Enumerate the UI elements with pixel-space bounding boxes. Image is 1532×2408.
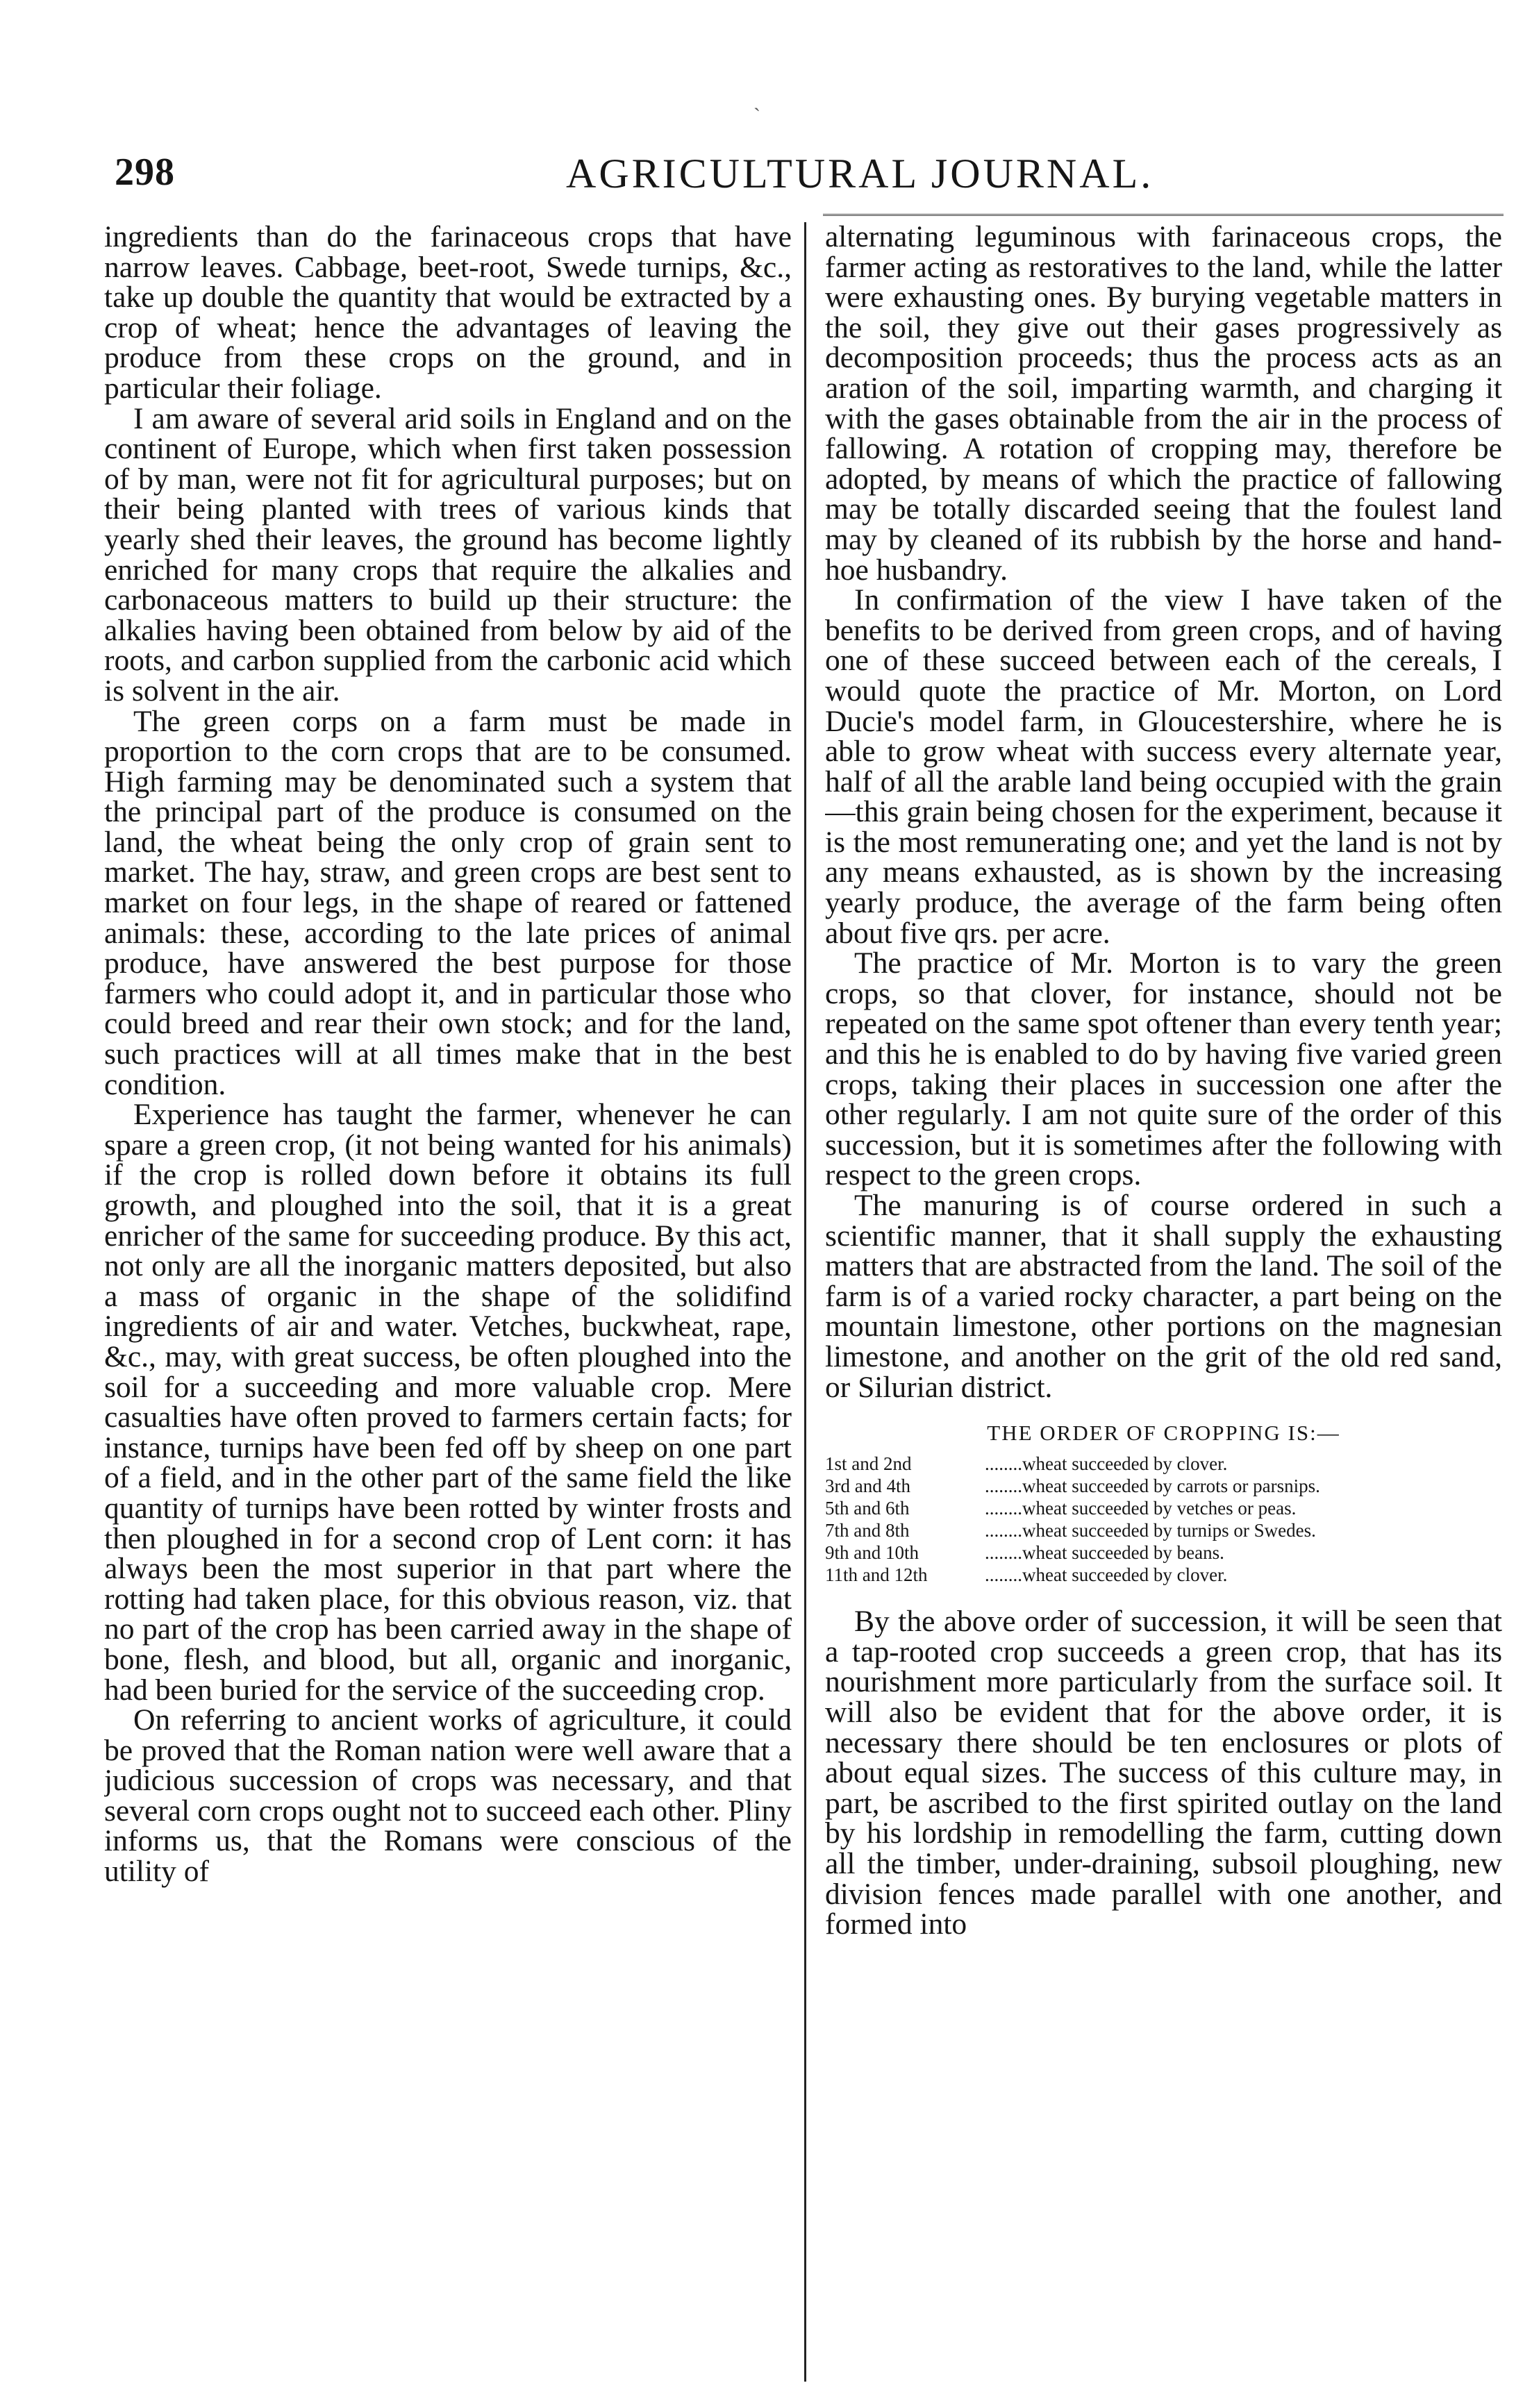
- column-divider: [804, 222, 806, 2382]
- paragraph: Experience has taught the farmer, whenever he can spare a green crop, (it not being wanted for his animals) if the crop is rolled down before it obtains its full growth, and ploughed into the soil, that it is a great enricher of the same for succeeding produce. By this act, not only are all the inorganic matters deposited, but also a mass of organic in the shape of the solidifind ingredients of air and water. Vetches, buckwheat, rape, &c., may, with great success, be often ploughed into the soil for a succeeding and more valuable crop. Mere casualties have often proved to farmers certain facts; for instance, turnips have been fed off by sheep on one part of a field, and in the other part of the same field the like quantity of turnips have been rotted by winter frosts and then ploughed in for a second crop of Lent corn: it has always been the most superior in that part where the rotting had taken place, for this obvious reason, viz. that no part of the crop has been carried away in the shape of bone, flesh, and blood, but all, organic and inorganic, had been buried for the service of the succeeding crop.: [104, 1098, 792, 1707]
- rotation-years: 1st and 2nd: [825, 1453, 912, 1475]
- rotation-leader: ........: [985, 1564, 1022, 1586]
- rotation-row: [825, 1453, 1502, 1475]
- rotation-row: [825, 1519, 1502, 1541]
- rotation-row: [825, 1497, 1502, 1519]
- page-header: [94, 146, 1476, 208]
- stray-mark: `: [753, 104, 760, 127]
- rotation-years: 5th and 6th: [825, 1498, 910, 1519]
- left-column: [104, 222, 792, 2389]
- paragraph: The manuring is of course ordered in such a scientific manner, that it shall supply the exhausting matters that are abstracted from the land. The soil of the farm is of a varied rocky character, a part being on the mountain limestone, other portions on the magnesian limestone, and another on the grit of the old red sand, or Silurian district.: [825, 1189, 1502, 1404]
- rotation-leader: ........: [985, 1453, 1022, 1475]
- rotation-table-title: THE ORDER OF CROPPING IS:—: [987, 1421, 1340, 1446]
- rotation-table: [825, 1453, 1502, 1586]
- rotation-row: [825, 1475, 1502, 1497]
- rotation-crop: wheat succeeded by carrots or parsnips.: [1022, 1475, 1320, 1497]
- page-number: 298: [115, 151, 175, 194]
- rotation-crop: wheat succeeded by clover.: [1022, 1564, 1228, 1586]
- rotation-leader: ........: [985, 1475, 1022, 1497]
- rotation-leader: ........: [985, 1542, 1022, 1564]
- rotation-leader: ........: [985, 1498, 1022, 1519]
- paragraph: alternating leguminous with farinaceous crops, the farmer acting as restoratives to the land, while the latter were exhausting ones. By burying vegetable matters in the soil, they give out their gases progressively as decomposition proceeds; thus the process acts as an aration of the soil, imparting warmth, and charging it with the gases obtainable from the air in the process of fallowing. A rotation of cropping may, therefore be adopted, by means of which the practice of fallowing may be totally discarded seeing that the foulest land may by cleaned of its rubbish by the horse and hand-hoe husbandry.: [825, 222, 1502, 587]
- rotation-crop: wheat succeeded by beans.: [1022, 1542, 1224, 1564]
- header-rule: [823, 214, 1504, 216]
- paragraph: The practice of Mr. Morton is to vary the green crops, so that clover, for instance, should not be repeated on the same spot oftener than every tenth year; and this he is enabled to do by having five varied green crops, taking their places in succession one after the other regularly. I am not quite sure of the order of this succession, but it is sometimes after the following with respect to the green crops.: [825, 946, 1502, 1192]
- paragraph: On referring to ancient works of agriculture, it could be proved that the Roman nation were well aware that a judicious succession of crops was necessary, and that several corn crops ought not to succeed each other. Pliny informs us, that the Romans were conscious of the utility of: [104, 1703, 792, 1889]
- rotation-crop: wheat succeeded by turnips or Swedes.: [1022, 1520, 1316, 1541]
- paragraph: In confirmation of the view I have taken of the benefits to be derived from green crops, and of having one of these succeed between each of the cereals, I would quote the practice of Mr. Morton, on Lord Ducie's model farm, in Gloucestershire, where he is able to grow wheat with success every alternate year, half of all the arable land being occupied with the grain—this grain being chosen for the experiment, because it is the most remunerating one; and yet the land is not by any means exhausted, as is shown by the increasing yearly produce, the average of the farm being often about five qrs. per acre.: [825, 583, 1502, 950]
- paragraph: The green corps on a farm must be made in proportion to the corn crops that are to be consumed. High farming may be denominated such a system that the principal part of the produce is consumed on the land, the wheat being the only crop of grain sent to market. The hay, straw, and green crops are best sent to market on four legs, in the shape of reared or fattened animals: these, according to the late prices of animal produce, have answered the best purpose for those farmers who could adopt it, and in particular those who could breed and rear their own stock; and for the land, such practices will at all times make that in the best condition.: [104, 704, 792, 1101]
- rotation-years: 3rd and 4th: [825, 1475, 910, 1497]
- rotation-leader: ........: [985, 1520, 1022, 1541]
- rotation-row: [825, 1564, 1502, 1586]
- running-head: AGRICULTURAL JOURNAL.: [566, 151, 1154, 197]
- rotation-row: [825, 1541, 1502, 1564]
- right-column: [825, 222, 1502, 2389]
- paragraph: ingredients than do the farinaceous crops that have narrow leaves. Cabbage, beet-root, Swede turnips, &c., take up double the quantity that would be extracted by a crop of wheat; hence the advantages of leaving the produce from these crops on the ground, and in particular their foliage.: [104, 222, 792, 405]
- paragraph: I am aware of several arid soils in England and on the continent of Europe, which when first taken possession of by man, were not fit for agricultural purposes; but on their being planted with trees of various kinds that yearly shed their leaves, the ground has become lightly enriched for many crops that require the alkalies and carbonaceous matters to build up their structure: the alkalies having been obtained from below by aid of the roots, and carbon supplied from the carbonic acid which is solvent in the air.: [104, 401, 792, 708]
- rotation-years: 11th and 12th: [825, 1564, 928, 1586]
- paragraph: By the above order of succession, it will be seen that a tap-rooted crop succeeds a green crop, that has its nourishment more particularly from the surface soil. It will also be evident that for the above order, it is necessary there should be ten enclosures or plots of about equal sizes. The success of this culture may, in part, be ascribed to the first spirited outlay on the land by his lordship in remodelling the farm, cutting down all the timber, under-draining, subsoil ploughing, new division fences made parallel with one another, and formed into: [825, 1605, 1502, 1941]
- rotation-crop: wheat succeeded by clover.: [1022, 1453, 1228, 1475]
- rotation-crop: wheat succeeded by vetches or peas.: [1022, 1498, 1297, 1519]
- rotation-years: 9th and 10th: [825, 1542, 919, 1564]
- rotation-years: 7th and 8th: [825, 1520, 910, 1541]
